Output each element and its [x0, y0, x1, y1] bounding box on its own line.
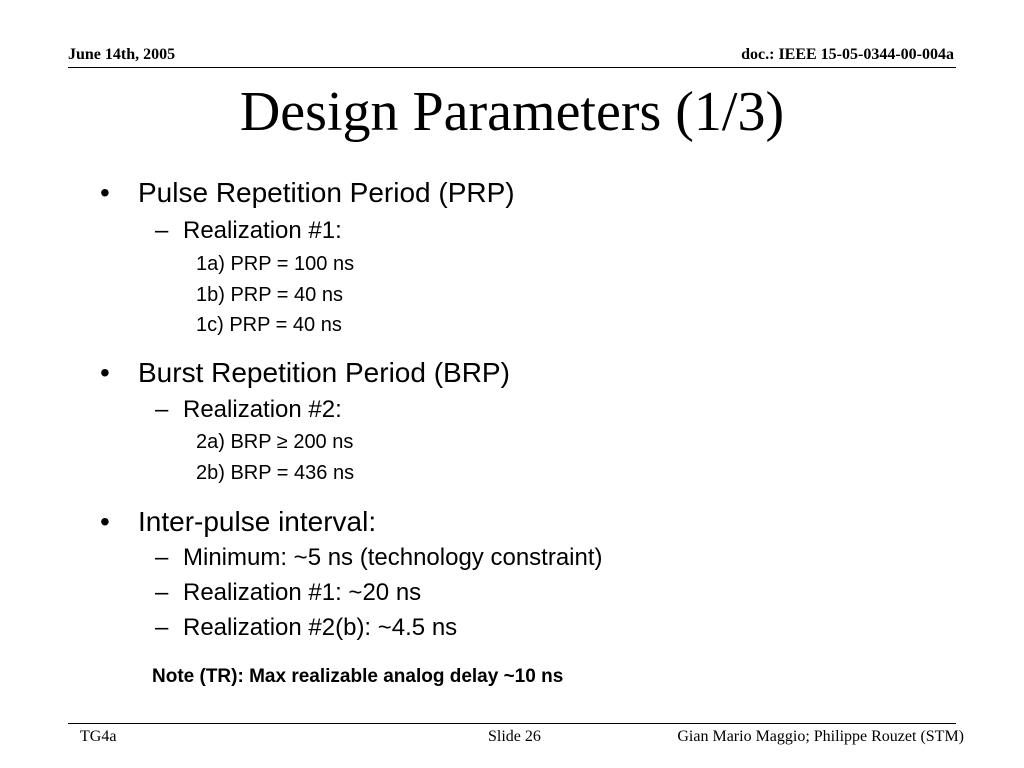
dash-marker: – — [155, 579, 169, 606]
bullet-text: Pulse Repetition Period (PRP) — [138, 177, 515, 208]
footer-slide-number: Slide 26 — [488, 728, 541, 745]
header-date: June 14th, 2005 — [68, 46, 176, 63]
bullet-text: Inter-pulse interval: — [138, 506, 377, 537]
sub-bullet-text: Minimum: ~5 ns (technology constraint) — [183, 544, 603, 571]
sub-item-text: 1c) PRP = 40 ns — [196, 314, 342, 336]
footer-authors: Gian Mario Maggio; Philippe Rouzet (STM) — [677, 728, 964, 745]
bullet-text: Burst Repetition Period (BRP) — [138, 357, 510, 388]
bullet-marker: • — [100, 506, 110, 537]
sub-bullet-text: Realization #1: ~20 ns — [183, 579, 422, 606]
sub-item-text: 2a) BRP ≥ 200 ns — [196, 431, 354, 453]
header-rule — [68, 67, 956, 68]
slide-title: Design Parameters (1/3) — [239, 81, 785, 143]
sub-bullet-text: Realization #2(b): ~4.5 ns — [183, 614, 458, 641]
sub-bullet-text: Realization #2: — [183, 396, 342, 423]
bullet-marker: • — [100, 357, 110, 388]
dash-marker: – — [155, 217, 169, 244]
dash-marker: – — [155, 614, 169, 641]
sub-bullet-text: Realization #1: — [183, 217, 342, 244]
header-doc-id: doc.: IEEE 15-05-0344-00-004a — [741, 46, 954, 63]
footer-group: TG4a — [80, 728, 117, 745]
sub-item-text: 1a) PRP = 100 ns — [196, 253, 355, 275]
sub-item-text: 2b) BRP = 436 ns — [196, 462, 355, 484]
dash-marker: – — [155, 396, 169, 423]
sub-item-text: 1b) PRP = 40 ns — [196, 284, 343, 306]
note-text: Note (TR): Max realizable analog delay ~10 ns — [152, 666, 564, 687]
dash-marker: – — [155, 544, 169, 571]
bullet-marker: • — [100, 177, 110, 208]
footer-rule — [68, 723, 956, 724]
